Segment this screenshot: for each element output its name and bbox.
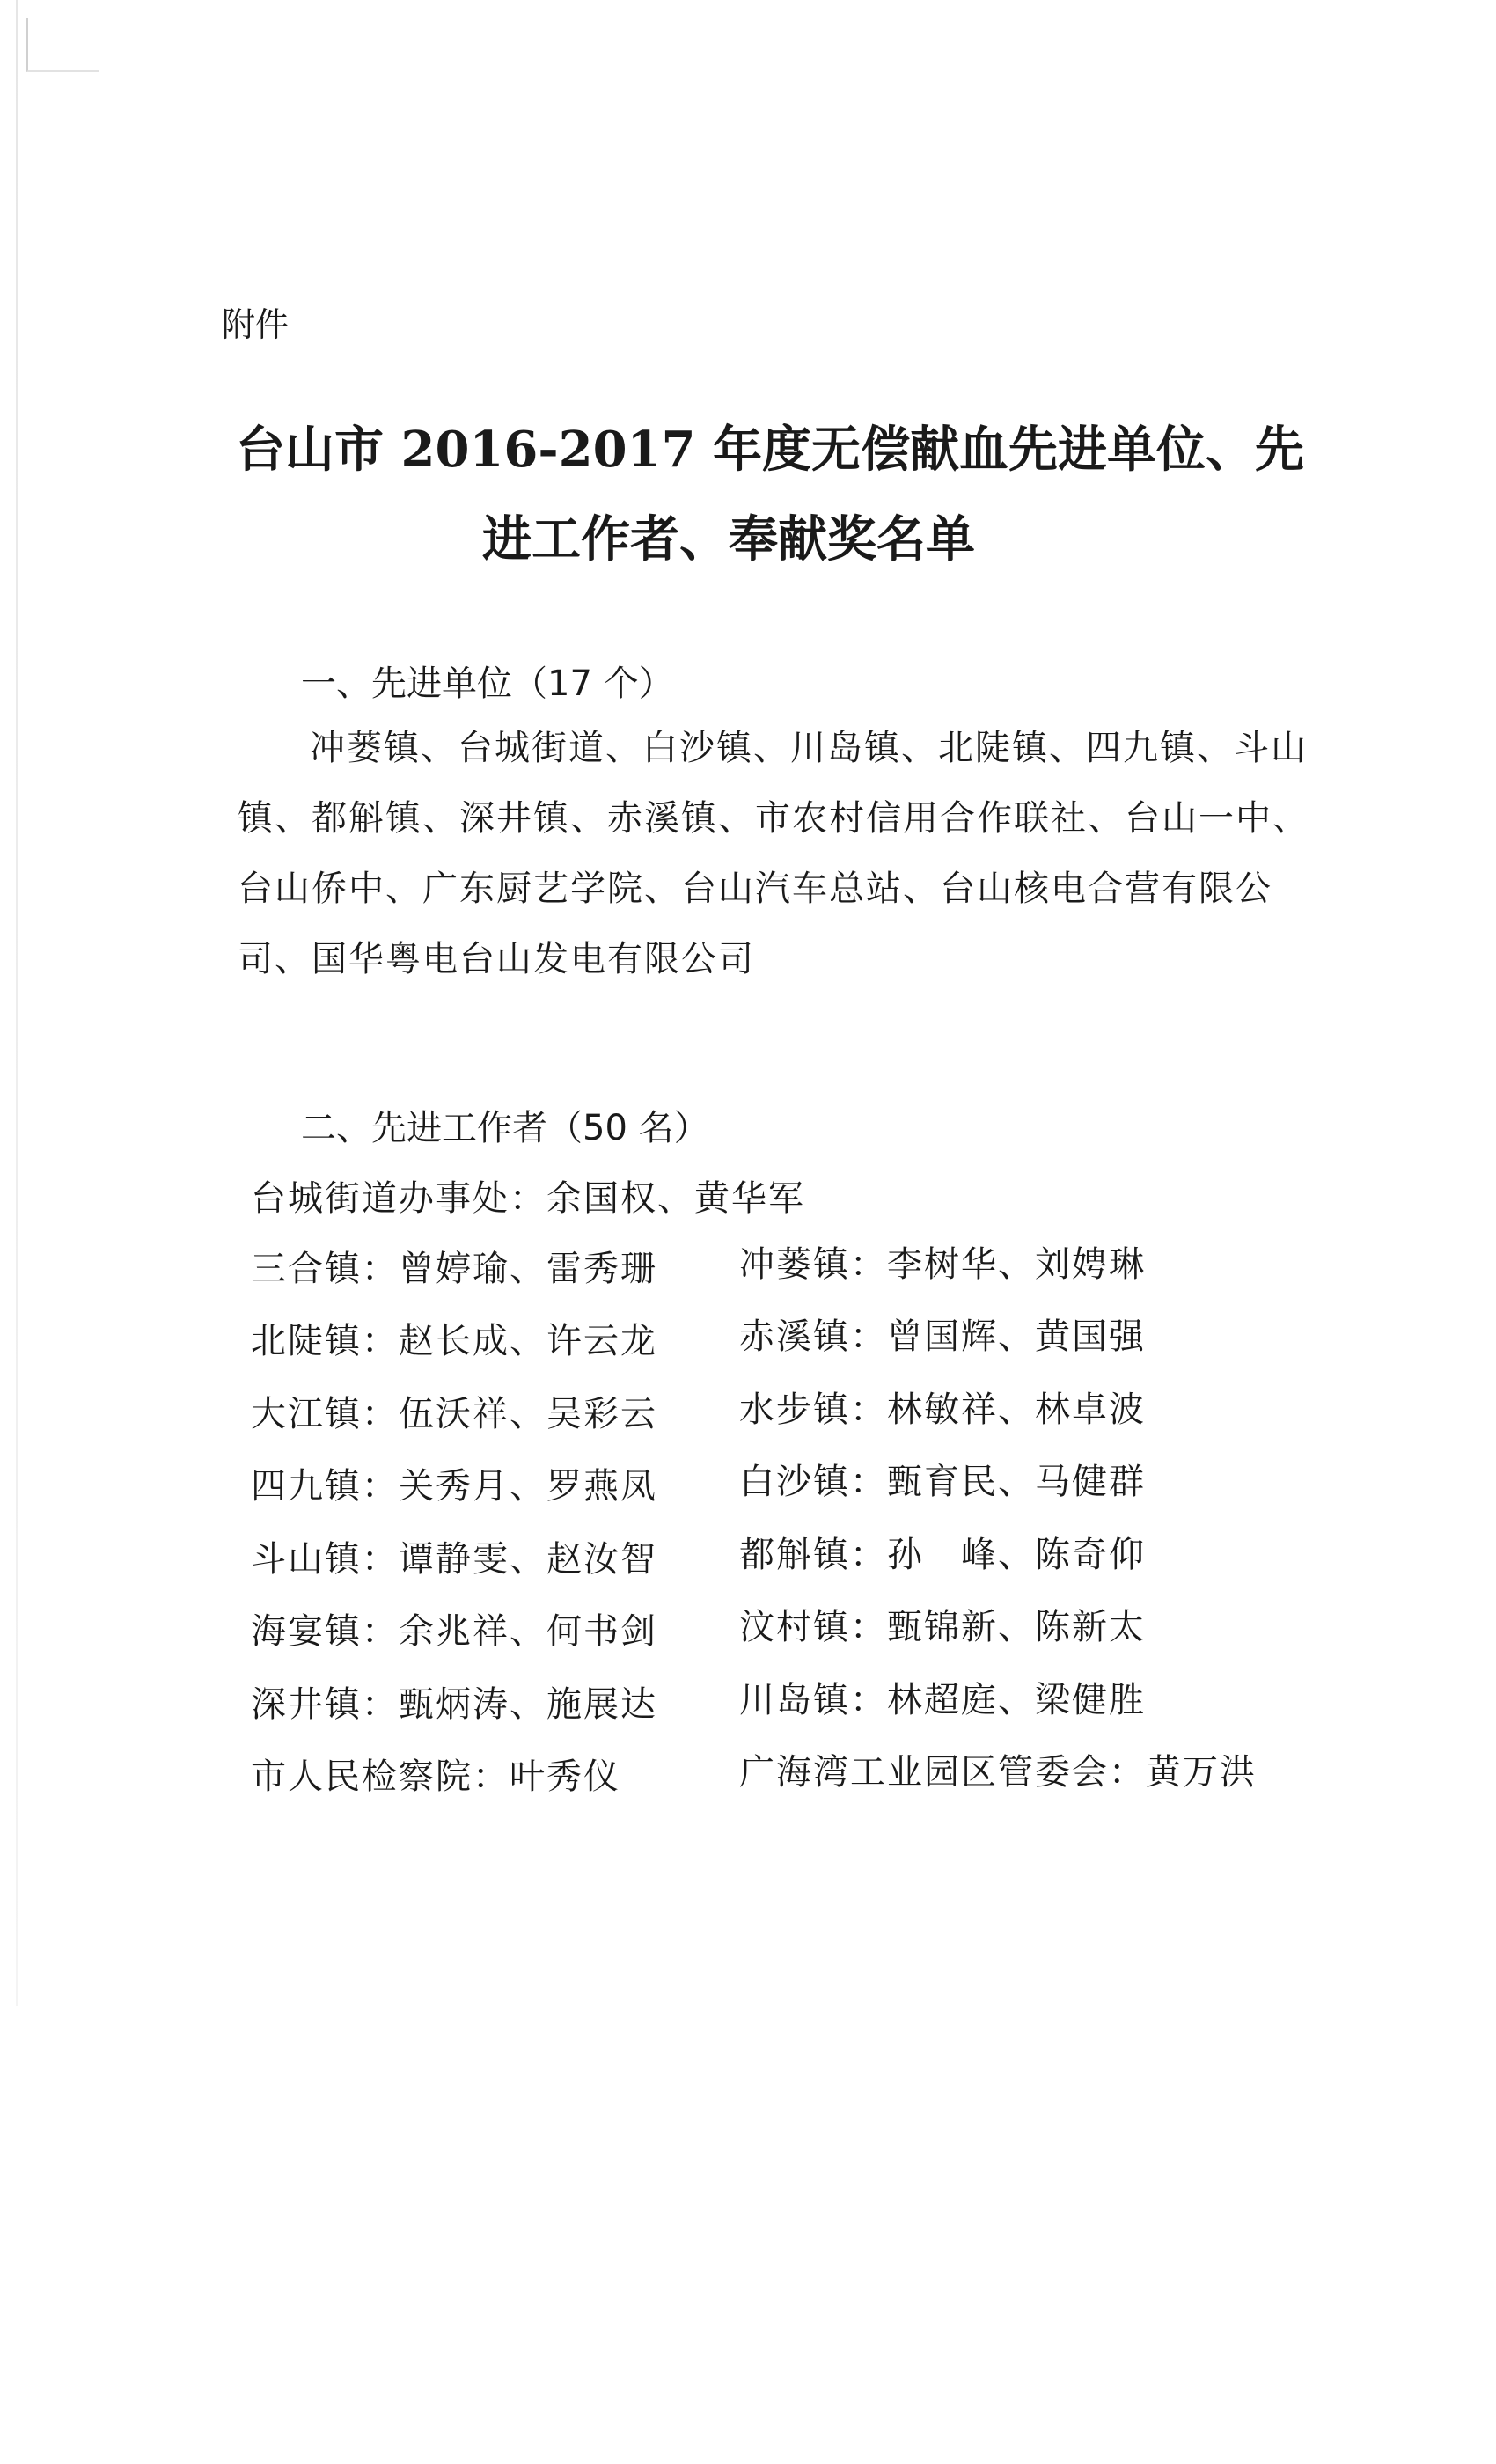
worker-entry: 川岛镇：林超庭、梁健胜 bbox=[739, 1680, 1146, 1720]
worker-entry: 四九镇：关秀月、罗燕凤 bbox=[251, 1466, 657, 1507]
worker-entry: 汶村镇：甄锦新、陈新太 bbox=[739, 1607, 1146, 1647]
title-line-1: 台山市 2016-2017 年度无偿献血先进单位、先 bbox=[236, 421, 1304, 479]
section-heading-units: 一、先进单位（17 个） bbox=[301, 664, 674, 704]
worker-entry: 斗山镇：谭静雯、赵汝智 bbox=[251, 1539, 657, 1580]
worker-entry: 三合镇：曾婷瑜、雷秀珊 bbox=[251, 1249, 657, 1289]
worker-entry: 北陡镇：赵长成、许云龙 bbox=[251, 1321, 657, 1361]
worker-entry: 白沙镇：甄育民、马健群 bbox=[739, 1462, 1146, 1502]
advanced-units-list: 冲蒌镇、台城街道、白沙镇、川岛镇、北陡镇、四九镇、斗山镇、都斛镇、深井镇、赤溪镇、市农村信用合作联社、台山一中、台山侨中、广东厨艺学院、台山汽车总站、台山核电合营有限公司、国华粤电台山发电有限公司 bbox=[238, 728, 1309, 979]
attachment-label: 附件 bbox=[222, 305, 290, 344]
title-line-2: 进工作者、奉献奖名单 bbox=[482, 510, 975, 568]
section-heading-workers: 二、先进工作者（50 名） bbox=[301, 1108, 709, 1148]
worker-entry: 冲蒌镇：李树华、刘娉琳 bbox=[739, 1244, 1146, 1285]
worker-entry: 赤溪镇：曾国辉、黄国强 bbox=[739, 1316, 1146, 1357]
worker-entry: 市人民检察院：叶秀仪 bbox=[251, 1756, 620, 1797]
worker-row-taicheng: 台城街道办事处：余国权、黄华军 bbox=[251, 1178, 805, 1219]
worker-entry: 水步镇：林敏祥、林卓波 bbox=[739, 1390, 1146, 1430]
worker-entry: 深井镇：甄炳涛、施展达 bbox=[251, 1684, 657, 1725]
worker-entry: 广海湾工业园区管委会：黄万洪 bbox=[739, 1752, 1257, 1793]
scan-edge-mark bbox=[16, 0, 18, 2006]
worker-entry: 都斛镇：孙 峰、陈奇仰 bbox=[739, 1535, 1146, 1575]
worker-entry: 大江镇：伍沃祥、吴彩云 bbox=[251, 1394, 657, 1434]
worker-entry: 海宴镇：余兆祥、何书剑 bbox=[251, 1611, 657, 1652]
scan-corner-mark bbox=[26, 18, 99, 72]
